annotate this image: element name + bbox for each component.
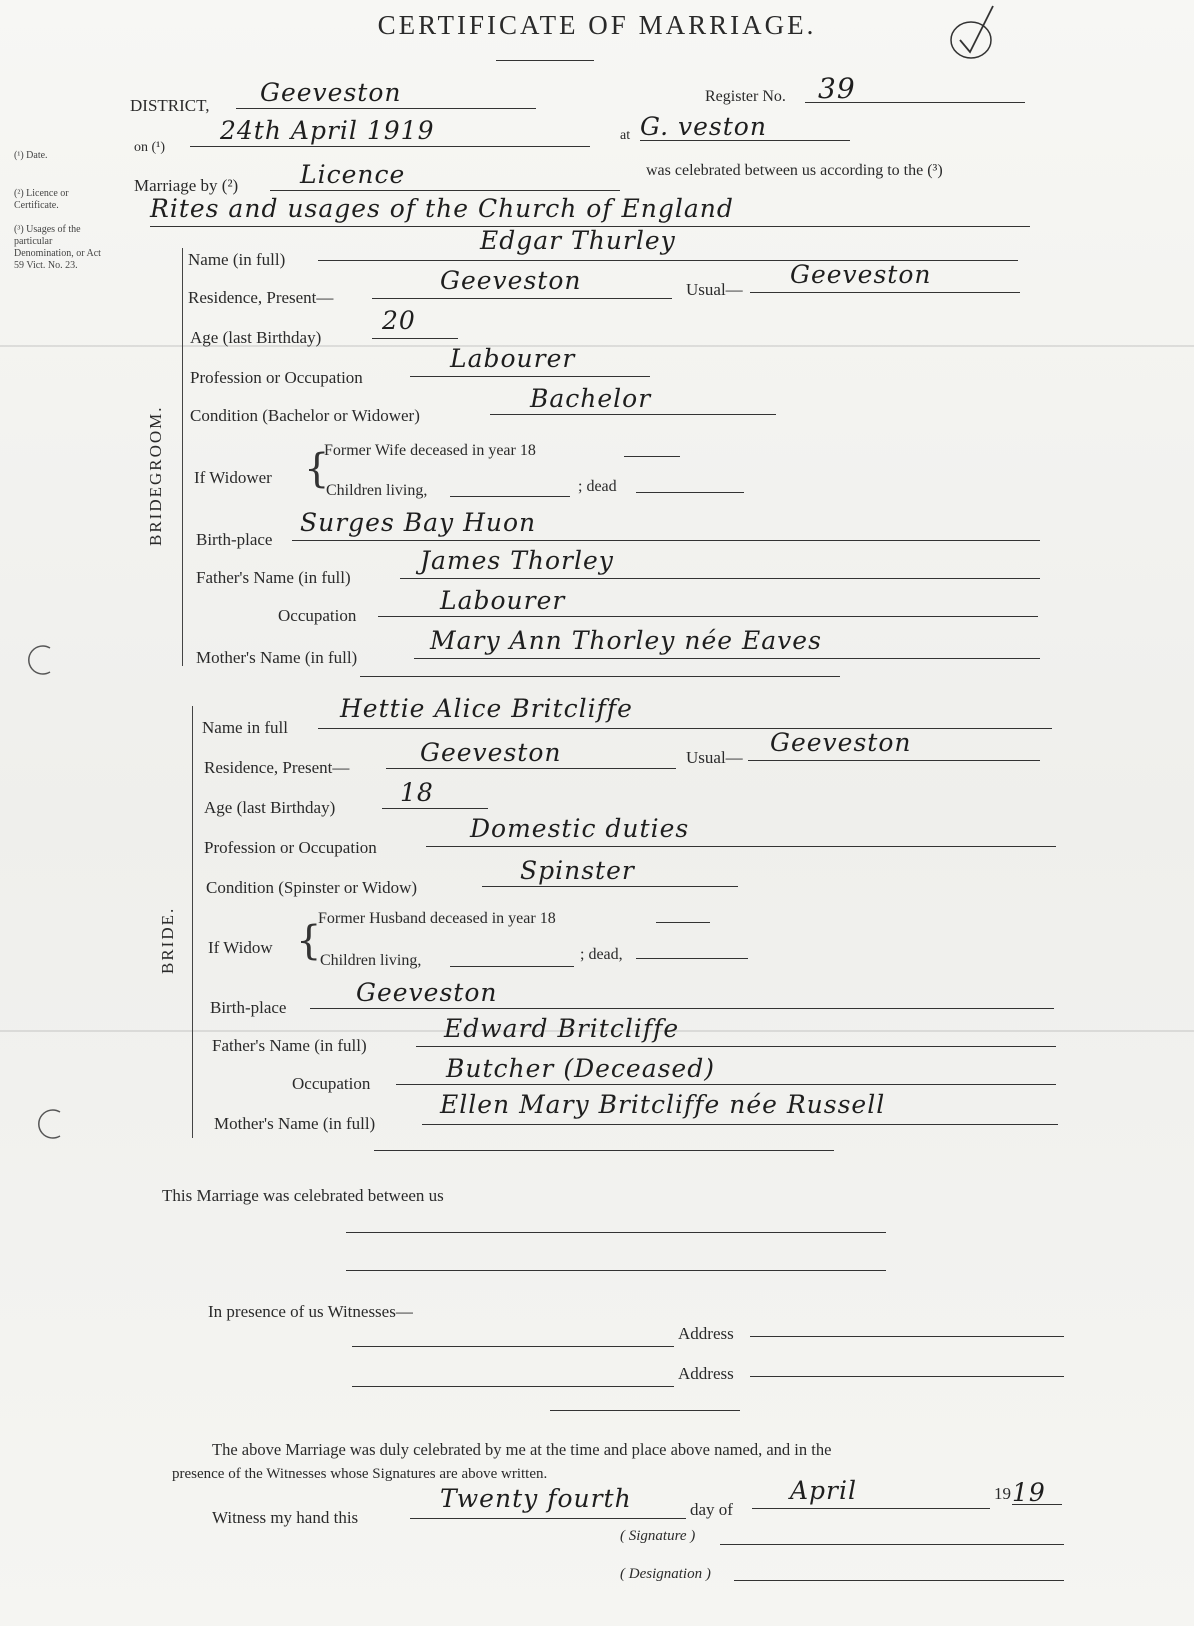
bride-bracket (192, 706, 193, 1138)
declaration-line-2: presence of the Witnesses whose Signatures are above written. (172, 1466, 548, 1482)
groom-father-occupation-line (378, 616, 1038, 617)
bride-former-husband-label: Former Husband deceased in year 18 (318, 910, 556, 927)
rites-value: Rites and usages of the Church of England (150, 194, 734, 223)
section-divider (374, 1150, 834, 1151)
signature-line (720, 1544, 1064, 1545)
district-line (236, 108, 536, 109)
groom-father-occupation-label: Occupation (278, 606, 357, 625)
bride-residence-label: Residence, Present— (204, 758, 350, 777)
groom-birthplace-value: Surges Bay Huon (300, 508, 537, 537)
month-line (752, 1508, 990, 1509)
district-label: DISTRICT, (130, 96, 210, 115)
witness-hand-label: Witness my hand this (212, 1508, 359, 1527)
designation-line (734, 1580, 1064, 1581)
punch-hole-icon (30, 1104, 80, 1144)
groom-mother-line (414, 658, 1040, 659)
bride-name-value: Hettie Alice Britcliffe (340, 694, 633, 723)
bride-age-value: 18 (400, 778, 434, 807)
witnesses-text: In presence of us Witnesses— (208, 1302, 413, 1321)
bride-birthplace-line (310, 1008, 1054, 1009)
bride-father-label: Father's Name (in full) (212, 1036, 367, 1055)
bride-children-label: Children living, (320, 952, 422, 969)
witness-signature-line (352, 1346, 674, 1347)
bride-father-value: Edward Britcliffe (444, 1014, 680, 1043)
groom-father-line (400, 578, 1040, 579)
groom-usual-value: Geeveston (790, 260, 932, 289)
bride-age-line (382, 808, 488, 809)
groom-birthplace-label: Birth-place (196, 530, 273, 549)
footnote-licence: (²) Licence or Certificate. (14, 188, 69, 211)
marriage-by-line (270, 190, 620, 191)
bride-dead-line (636, 958, 748, 959)
witness-signature-line (352, 1386, 674, 1387)
groom-occupation-label: Profession or Occupation (190, 368, 363, 387)
groom-age-label: Age (last Birthday) (190, 328, 322, 347)
bride-children-line (450, 966, 574, 967)
day-value: Twenty fourth (440, 1484, 632, 1513)
footnote-date: (¹) Date. (14, 150, 48, 161)
groom-age-value: 20 (382, 306, 416, 335)
groom-father-occupation-value: Labourer (440, 586, 566, 615)
bride-dead-label: ; dead, (580, 946, 623, 963)
bride-mother-line (422, 1124, 1058, 1125)
bride-mother-value: Ellen Mary Britcliffe née Russell (440, 1090, 886, 1119)
bride-name-line (318, 728, 1052, 729)
signature-label: ( Signature ) (620, 1528, 696, 1544)
bride-occupation-label: Profession or Occupation (204, 838, 377, 857)
on-label: on (¹) (134, 140, 166, 155)
bride-father-line (416, 1046, 1056, 1047)
bride-condition-value: Spinster (520, 856, 635, 885)
groom-condition-label: Condition (Bachelor or Widower) (190, 406, 420, 425)
witness-address-line (750, 1336, 1064, 1337)
groom-former-wife-line (624, 456, 680, 457)
bride-name-label: Name in full (202, 718, 288, 737)
day-line (410, 1518, 686, 1519)
section-divider (360, 676, 840, 677)
at-label: at (620, 128, 631, 143)
bride-condition-line (482, 886, 738, 887)
marriage-by-label: Marriage by (²) (134, 176, 239, 195)
groom-usual-label: Usual— (686, 280, 743, 299)
marriage-by-value: Licence (300, 160, 406, 189)
date-value: 24th April 1919 (220, 116, 435, 145)
bride-father-occupation-line (396, 1084, 1056, 1085)
year-prefix: 19 (994, 1484, 1011, 1503)
year-value: 19 (1012, 1478, 1046, 1507)
bride-former-husband-line (656, 922, 710, 923)
bridegroom-side-label: BRIDEGROOM. (146, 405, 165, 546)
section-divider (550, 1410, 740, 1411)
check-mark-icon (938, 4, 1008, 64)
bride-brace: { (296, 918, 322, 964)
bride-condition-label: Condition (Spinster or Widow) (206, 878, 418, 897)
date-line (190, 146, 590, 147)
witness-address-label: Address (678, 1324, 734, 1343)
footnote-usages: (³) Usages of the particular Denomination, or Act 59 Vict. No. 23. (14, 224, 101, 271)
bridegroom-bracket (182, 248, 183, 666)
certificate-title: CERTIFICATE OF MARRIAGE. (377, 10, 817, 40)
groom-father-label: Father's Name (in full) (196, 568, 351, 587)
bride-side-label: BRIDE. (158, 906, 177, 974)
groom-condition-value: Bachelor (530, 384, 652, 413)
witness-address-line (750, 1376, 1064, 1377)
register-label: Register No. (705, 88, 786, 105)
bride-birthplace-label: Birth-place (210, 998, 287, 1017)
party-signature-line (346, 1232, 886, 1233)
groom-former-wife-label: Former Wife deceased in year 18 (324, 442, 536, 459)
punch-hole-icon (20, 640, 70, 680)
bride-if-widow-label: If Widow (208, 938, 273, 957)
bride-usual-line (748, 760, 1040, 761)
party-signature-line (346, 1270, 886, 1271)
bride-usual-label: Usual— (686, 748, 743, 767)
day-of-label: day of (690, 1500, 733, 1519)
declaration-line-1: The above Marriage was duly celebrated by me at the time and place above named, and in the (212, 1440, 832, 1459)
groom-residence-value: Geeveston (440, 266, 582, 295)
bride-father-occupation-value: Butcher (Deceased) (446, 1054, 715, 1083)
groom-father-value: James Thorley (420, 546, 614, 575)
celebrated-text: was celebrated between us according to the (³) (646, 162, 943, 179)
groom-dead-label: ; dead (578, 478, 617, 495)
bride-mother-label: Mother's Name (in full) (214, 1114, 376, 1133)
district-value: Geeveston (260, 78, 402, 107)
groom-usual-line (750, 292, 1020, 293)
bride-usual-value: Geeveston (770, 728, 912, 757)
groom-birthplace-line (292, 540, 1040, 541)
place-value: G. veston (640, 112, 767, 141)
groom-mother-label: Mother's Name (in full) (196, 648, 358, 667)
groom-mother-value: Mary Ann Thorley née Eaves (430, 626, 822, 655)
title-underline (496, 60, 594, 61)
bride-residence-value: Geeveston (420, 738, 562, 767)
bride-residence-line (386, 768, 676, 769)
groom-residence-line (372, 298, 672, 299)
year-line (1012, 1504, 1062, 1505)
witness-address-label: Address (678, 1364, 734, 1383)
groom-children-label: Children living, (326, 482, 428, 499)
groom-children-line (450, 496, 570, 497)
groom-dead-line (636, 492, 744, 493)
groom-condition-line (490, 414, 776, 415)
groom-age-line (372, 338, 458, 339)
groom-if-widower-label: If Widower (194, 468, 272, 487)
celebrated-between-text: This Marriage was celebrated between us (162, 1186, 444, 1205)
designation-label: ( Designation ) (620, 1566, 711, 1582)
register-line (805, 102, 1025, 103)
month-value: April (790, 1476, 857, 1505)
bride-age-label: Age (last Birthday) (204, 798, 336, 817)
groom-name-value: Edgar Thurley (480, 226, 676, 255)
place-line (640, 140, 850, 141)
groom-occupation-line (410, 376, 650, 377)
fold-line (0, 345, 1194, 347)
bride-father-occupation-label: Occupation (292, 1074, 371, 1093)
bride-occupation-line (426, 846, 1056, 847)
bride-occupation-value: Domestic duties (470, 814, 690, 843)
groom-residence-label: Residence, Present— (188, 288, 334, 307)
bride-birthplace-value: Geeveston (356, 978, 498, 1007)
groom-brace: { (304, 446, 330, 492)
register-value: 39 (818, 72, 856, 105)
groom-occupation-value: Labourer (450, 344, 576, 373)
groom-name-label: Name (in full) (188, 250, 286, 269)
